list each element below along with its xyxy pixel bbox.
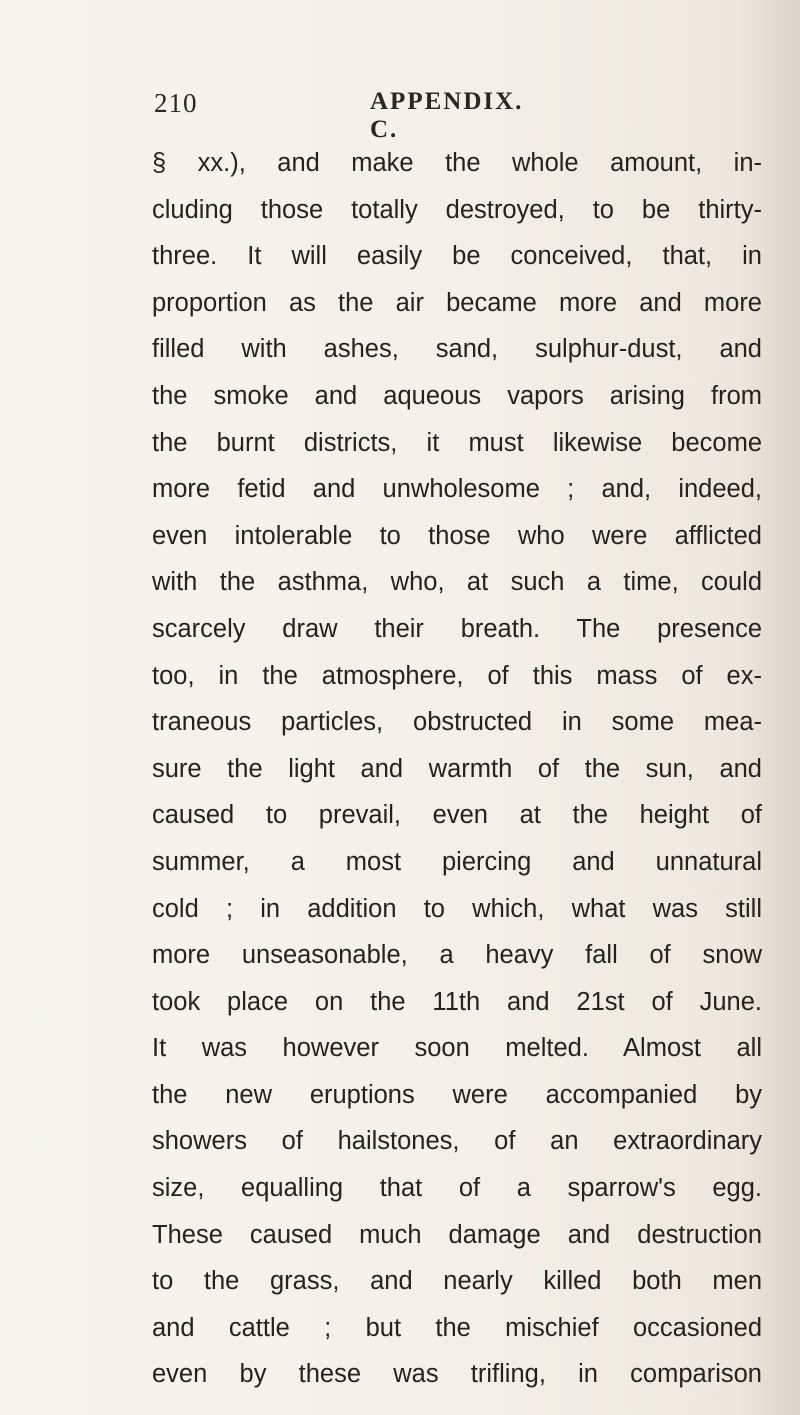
text-line: traneous particles, obstructed in some mea- (152, 708, 762, 737)
body-text (152, 140, 762, 1398)
text-line: size, equalling that of a sparrow's egg. (152, 1174, 762, 1203)
page-header (154, 88, 554, 143)
text-line: more fetid and unwholesome ; and, indeed, (152, 475, 762, 504)
text-line: caused to prevail, even at the height of (152, 801, 762, 830)
text-line: three. It will easily be conceived, that, in (152, 242, 762, 271)
text-line: the smoke and aqueous vapors arising from (152, 381, 762, 410)
text-line: filled with ashes, sand, sulphur-dust, and (152, 335, 762, 364)
text-line: cluding those totally destroyed, to be thirty- (152, 195, 762, 224)
text-line: scarcely draw their breath. The presence (152, 614, 762, 643)
text-line: the burnt districts, it must likewise become (152, 428, 762, 457)
text-line: with the asthma, who, at such a time, could (152, 568, 762, 597)
text-line: even intolerable to those who were afflicted (152, 521, 762, 550)
text-line: the new eruptions were accompanied by (152, 1080, 762, 1109)
text-line: took place on the 11th and 21st of June. (152, 987, 762, 1016)
text-line: cold ; in addition to which, what was still (152, 894, 762, 923)
text-line: These caused much damage and destruction (152, 1220, 762, 1249)
running-head: APPENDIX. C. (370, 88, 524, 143)
text-line: and cattle ; but the mischief occasioned (152, 1313, 762, 1342)
text-line: sure the light and warmth of the sun, and (152, 754, 762, 783)
text-line: showers of hailstones, of an extraordinary (152, 1127, 762, 1156)
text-line: too, in the atmosphere, of this mass of ex- (152, 661, 762, 690)
text-line: more unseasonable, a heavy fall of snow (152, 941, 762, 970)
text-line: even by these was trifling, in comparison (152, 1360, 762, 1389)
text-line: It was however soon melted. Almost all (152, 1034, 762, 1063)
text-line: § xx.), and make the whole amount, in- (152, 149, 762, 177)
text-line: proportion as the air became more and more (152, 288, 762, 317)
page-number: 210 (154, 88, 198, 118)
text-line: to the grass, and nearly killed both men (152, 1267, 762, 1296)
text-line: summer, a most piercing and unnatural (152, 847, 762, 876)
